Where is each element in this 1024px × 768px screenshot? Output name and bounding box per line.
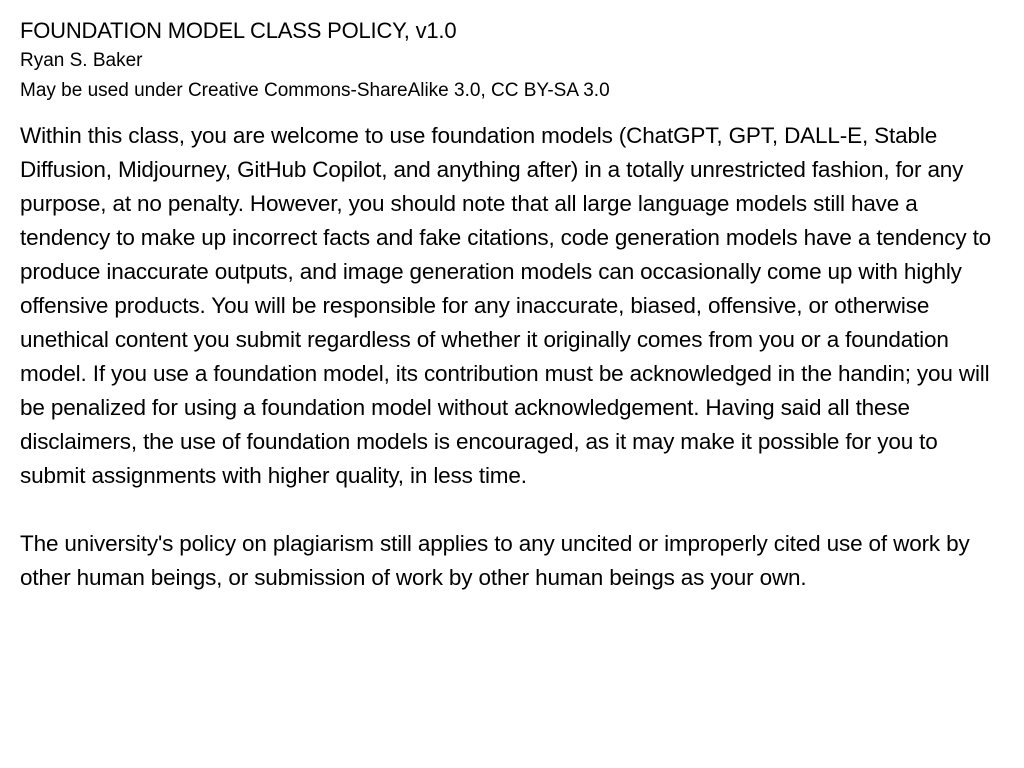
plagiarism-paragraph: The university's policy on plagiarism still applies to any uncited or improperly cited use of work by other human beings, or submission of work by other human beings as your own. [20,531,970,590]
license-line: May be used under Creative Commons-ShareAlike 3.0, CC BY-SA 3.0 [20,80,610,101]
policy-paragraph: Within this class, you are welcome to use foundation models (ChatGPT, GPT, DALL-E, Stable Diffusion, Midjourney, GitHub Copilot, and anything after) in a totally unrestricted fashion, for any purpose, at no penalty. However, you should note that all large language models still have a tendency to make up incorrect facts and fake citations, code generation models have a tendency to produce inaccurate outputs, and image generation models can occasionally come up with highly offensive products. You will be responsible for any inaccurate, biased, offensive, or otherwise unethical content you submit regardless of whether it originally comes from you or a foundation model. If you use a foundation model, its contribution must be acknowledged in the handin; you will be penalized for using a foundation model without acknowledgement. Having said all these disclaimers, the use of foundation models is encouraged, as it may make it possible for you to submit assignments with higher quality, in less time. [20,123,992,488]
document-title: FOUNDATION MODEL CLASS POLICY, v1.0 [20,18,457,43]
author-line: Ryan S. Baker [20,50,143,71]
